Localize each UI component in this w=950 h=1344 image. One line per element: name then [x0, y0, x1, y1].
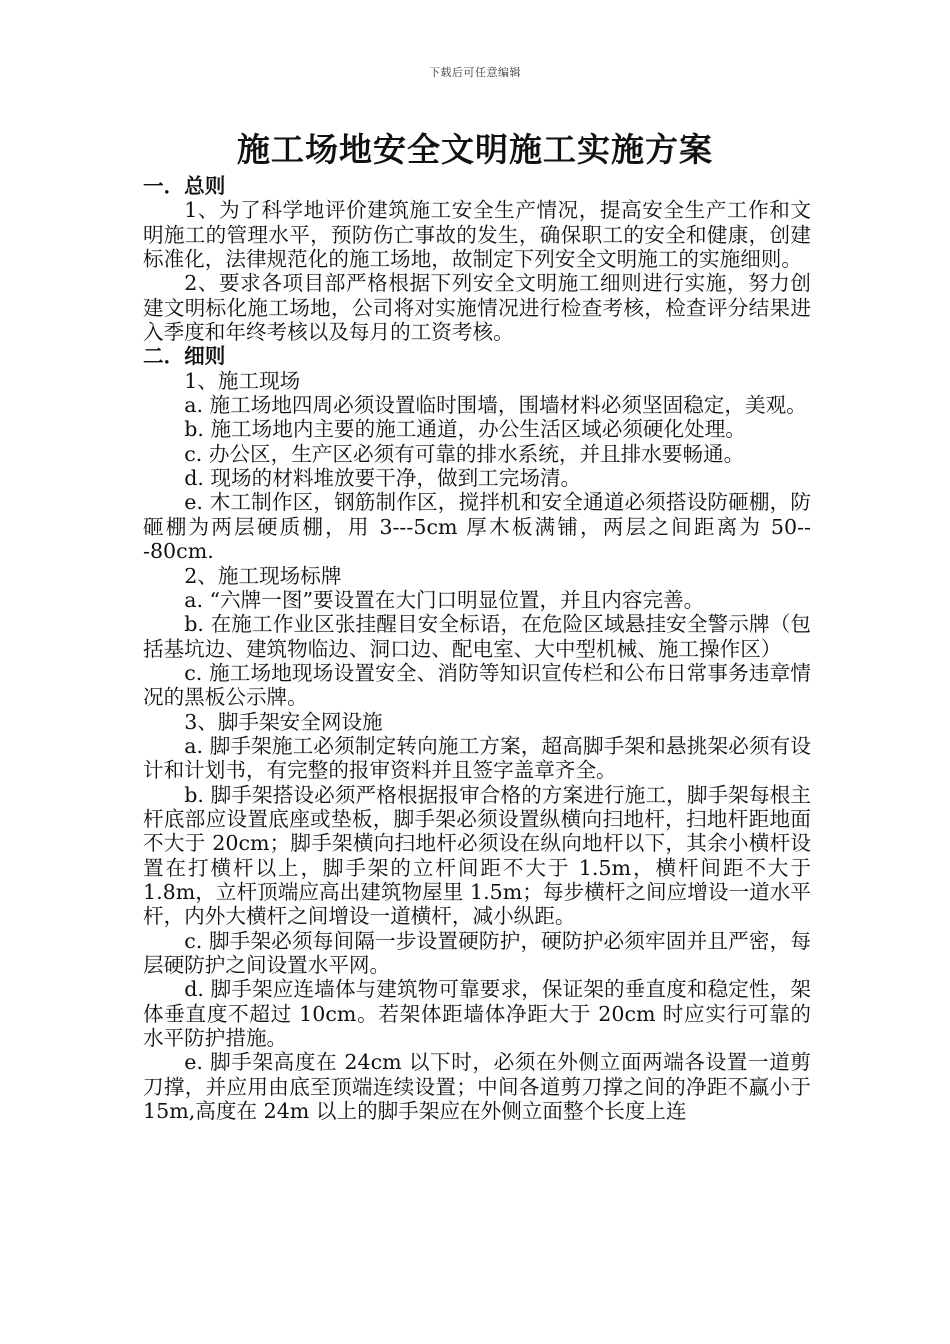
paragraph: d. 脚手架应连墙体与建筑物可靠要求，保证架的垂直度和稳定性，架体垂直度不超过 10cm。若架体距墙体净距大于 20cm 时应实行可靠的水平防护措施。 [143, 977, 811, 1051]
header-note: 下载后可任意编辑 [429, 66, 521, 79]
subheading-site: 1、施工现场 [184, 368, 301, 393]
subheading-scaffolding: 3、脚手架安全网设施 [184, 709, 383, 734]
paragraph: c. 施工场地现场设置安全、消防等知识宣传栏和公布日常事务违章情况的黑板公示牌。 [143, 660, 811, 710]
paragraph: a. “六牌一图”要设置在大门口明显位置，并且内容完善。 [184, 587, 705, 612]
paragraph: b. 在施工作业区张挂醒目安全标语，在危险区域悬挂安全警示牌（包括基坑边、建筑物临边、洞口边、配电室、大中型机械、施工操作区） [143, 612, 811, 661]
paragraph: b. 施工场地内主要的施工通道，办公生活区域必须硬化处理。 [184, 417, 746, 442]
paragraph: 1、为了科学地评价建筑施工安全生产情况，提高安全生产工作和文明施工的管理水平，预防伤亡事故的发生，确保职工的安全和健康，创建标准化，法律规范化的施工场地，故制定下列安全文明施工的实施细则。 [143, 198, 811, 272]
paragraph: e. 脚手架高度在 24cm 以下时，必须在外侧立面两端各设置一道剪刀撑，并应用由底至顶端连续设置；中间各道剪刀撑之间的净距不赢小于 15m,高度在 24m 以上的脚手架应在外侧立面整个长度上连 [143, 1050, 811, 1124]
paragraph: a. 脚手架施工必须制定转向施工方案，超高脚手架和悬挑架必须有设计和计划书，有完整的报审资料并且签字盖章齐全。 [143, 733, 811, 783]
paragraph: c. 脚手架必须每间隔一步设置硬防护，硬防护必须牢固并且严密，每层硬防护之间设置水平网。 [143, 928, 811, 977]
subheading-signage: 2、施工现场标牌 [184, 563, 342, 588]
paragraph: c. 办公区，生产区必须有可靠的排水系统，并且排水要畅通。 [184, 441, 745, 466]
paragraph: a. 施工场地四周必须设置临时围墙，围墙材料必须坚固稳定，美观。 [184, 393, 807, 418]
document-body [143, 174, 811, 1123]
page-title: 施工场地安全文明施工实施方案 [237, 130, 713, 169]
section-heading-general: 一．总则 [143, 174, 226, 198]
paragraph: b. 脚手架搭设必须严格根据报审合格的方案进行施工，脚手架每根主杆底部应设置底座或垫板，脚手架必须设置纵横向扫地杆，扫地杆距地面不大于 20cm；脚手架横向扫地杆必须设在纵向地杆以下，其余小横杆设置在打横杆以上，脚手架的立杆间距不大于 1.5m，横杆间距不大于 1.8m，立杆顶端应高出建筑物屋里 1.5m；每步横杆之间应增设一道水平杆，内外大横杆之间增设一道横杆，减小纵距。 [143, 782, 811, 929]
paragraph: 2、要求各项目部严格根据下列安全文明施工细则进行实施，努力创建文明标化施工场地，公司将对实施情况进行检查考核，检查评分结果进入季度和年终考核以及每月的工资考核。 [143, 271, 811, 345]
paragraph: d. 现场的材料堆放要干净，做到工完场清。 [184, 466, 582, 491]
section-heading-details: 二．细则 [143, 344, 226, 369]
paragraph: e. 木工制作区，钢筋制作区，搅拌机和安全通道必须搭设防砸棚，防砸棚为两层硬质棚，用 3---5cm 厚木板满铺，两层之间距离为 50---80cm. [143, 490, 811, 564]
